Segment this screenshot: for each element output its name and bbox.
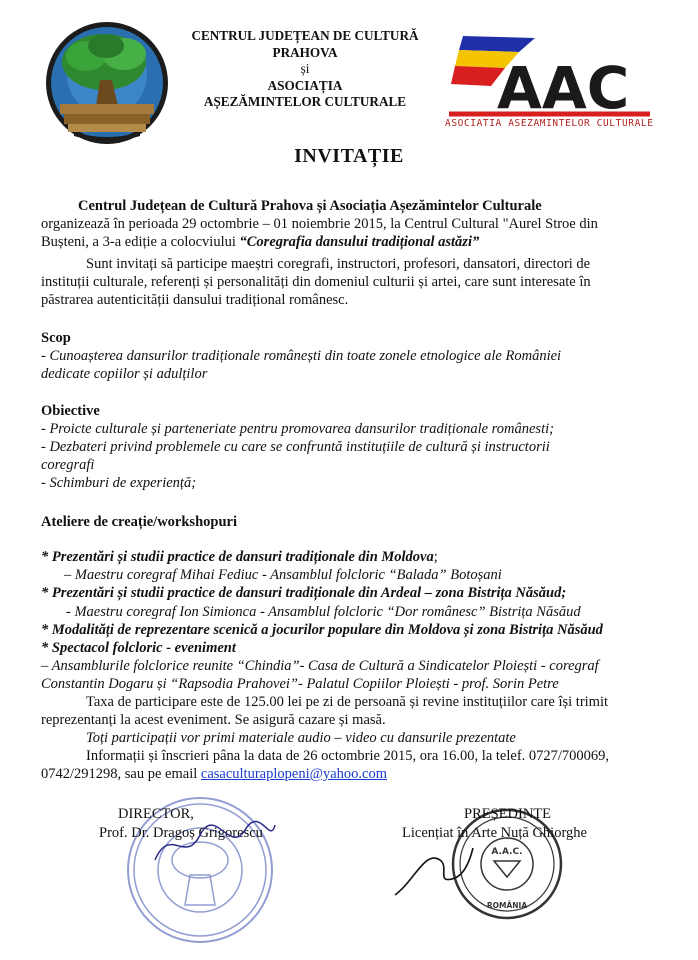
colloquium-name: “Coregrafia dansului tradițional astăzi” [239,234,480,250]
header-line-2: PRAHOVA [272,44,338,60]
scop-line-2: dedicate copiilor și adulților [41,366,208,382]
intro-line-3-text: Bușteni, a 3-a ediție a colocviului [41,234,240,250]
atelier-2: * Prezentări și studii practice de dansuri tradiționale din Ardeal – zona Bistrița Năsăud; [41,585,567,601]
scop-heading: Scop [41,330,71,346]
director-signature [150,815,280,875]
atelier-1-end: ; [433,549,438,565]
right-stamp-top: A.A.C. [491,847,523,857]
obiective-line-1: - Proicte culturale și parteneriate pentru promovarea dansurilor tradiționale românesti; [41,421,554,437]
intro-line-1: Centrul Județean de Cultură Prahova și Asociația Așezămintelor Culturale [78,198,542,214]
intro-line-5: instituții culturale, referenți și personalități din domeniul culturii și artei, care sunt interesate în [41,274,591,290]
aac-caption: ASOCIATIA ASEZAMINTELOR CULTURALE [445,118,654,129]
director-name: Prof. Dr. Dragoș Grigorescu [99,825,263,841]
president-title: PREȘEDINTE [464,806,551,822]
obiective-line-3: coregrafi [41,457,95,473]
atelier-3: * Modalități de reprezentare scenică a jocurilor populare din Moldova și zona Bistrița Năsăud [41,622,603,638]
atelier-1-detail: – Maestru coregraf Mihai Fediuc - Ansamblul folcloric “Balada” Botoșani [64,567,502,583]
taxe-line-3: Toți participații vor primi materiale audio – video cu dansurile prezentate [86,730,516,746]
aac-letters: AAC [497,54,630,122]
director-title: DIRECTOR, [118,806,194,822]
atelier-1 [41,549,438,566]
header-line-1: CENTRUL JUDEȚEAN DE CULTURĂ [191,28,419,43]
right-stamp-bottom: ROMÂNIA [486,901,528,910]
taxe-line-4: Informații și înscrieri pâna la data de 26 octombrie 2015, ora 16.00, la telef. 0727/700069, [86,748,610,764]
page-title: INVITAȚIE [294,145,404,167]
taxe-line-1: Taxa de participare este de 125.00 lei pe zi de persoană și revine instituțiilor care își trimit [86,694,609,710]
scop-line-1: - Cunoașterea dansurilor tradiționale românești din toate zonele etnologice ale României [41,348,562,364]
obiective-line-2: - Dezbateri privind problemele cu care se confruntă instituțiile de cultură și instructorii [41,439,550,455]
intro-line-4: Sunt invitați să participe maeștri coregrafi, instructori, profesori, dansatori, directori de [86,256,591,272]
email-link[interactable]: casaculturaplopeni@yahoo.com [200,766,387,782]
president-name: Licențiat în Arte Nuță Ghiorghe [402,825,587,841]
header-line-5: AȘEZĂMINTELOR CULTURALE [203,94,407,109]
header-line-3: și [300,61,310,76]
taxe-line-2: reprezentanți la acest eveniment. Se asigură cazare și masă. [41,712,386,728]
obiective-heading: Obiective [41,403,100,419]
ateliere-heading: Ateliere de creație/workshopuri [41,514,237,530]
contact-phones: 0742/291298, sau pe email [41,766,201,782]
header-line-4: ASOCIAȚIA [267,77,343,93]
taxe-line-5 [41,766,387,783]
atelier-1-title: * Prezentări și studii practice de dansuri tradiționale din Moldova [41,549,434,565]
intro-line-2: organizează în perioada 29 octombrie – 01 noiembrie 2015, la Centrul Cultural "Aurel Stroe din [41,216,598,232]
atelier-2-detail: - Maestru coregraf Ion Simionca - Ansamblul folcloric “Dor românesc” Bistrița Năsăud [66,604,581,620]
atelier-4-detail-1: – Ansamblurile folclorice reunite “Chindia”- Casa de Cultură a Sindicatelor Ploiești - coregraf [41,658,599,674]
atelier-4-detail-2: Constantin Dogaru și “Rapsodia Prahovei”- Palatul Copiilor Ploiești - prof. Sorin Petre [41,676,559,692]
obiective-line-4: - Schimburi de experiență; [41,475,197,491]
intro-line-6: păstrarea autenticității dansului tradițional românesc. [41,292,349,308]
president-signature [385,840,475,900]
intro-line-3 [41,234,479,251]
atelier-4: * Spectacol folcloric - eveniment [41,640,236,656]
